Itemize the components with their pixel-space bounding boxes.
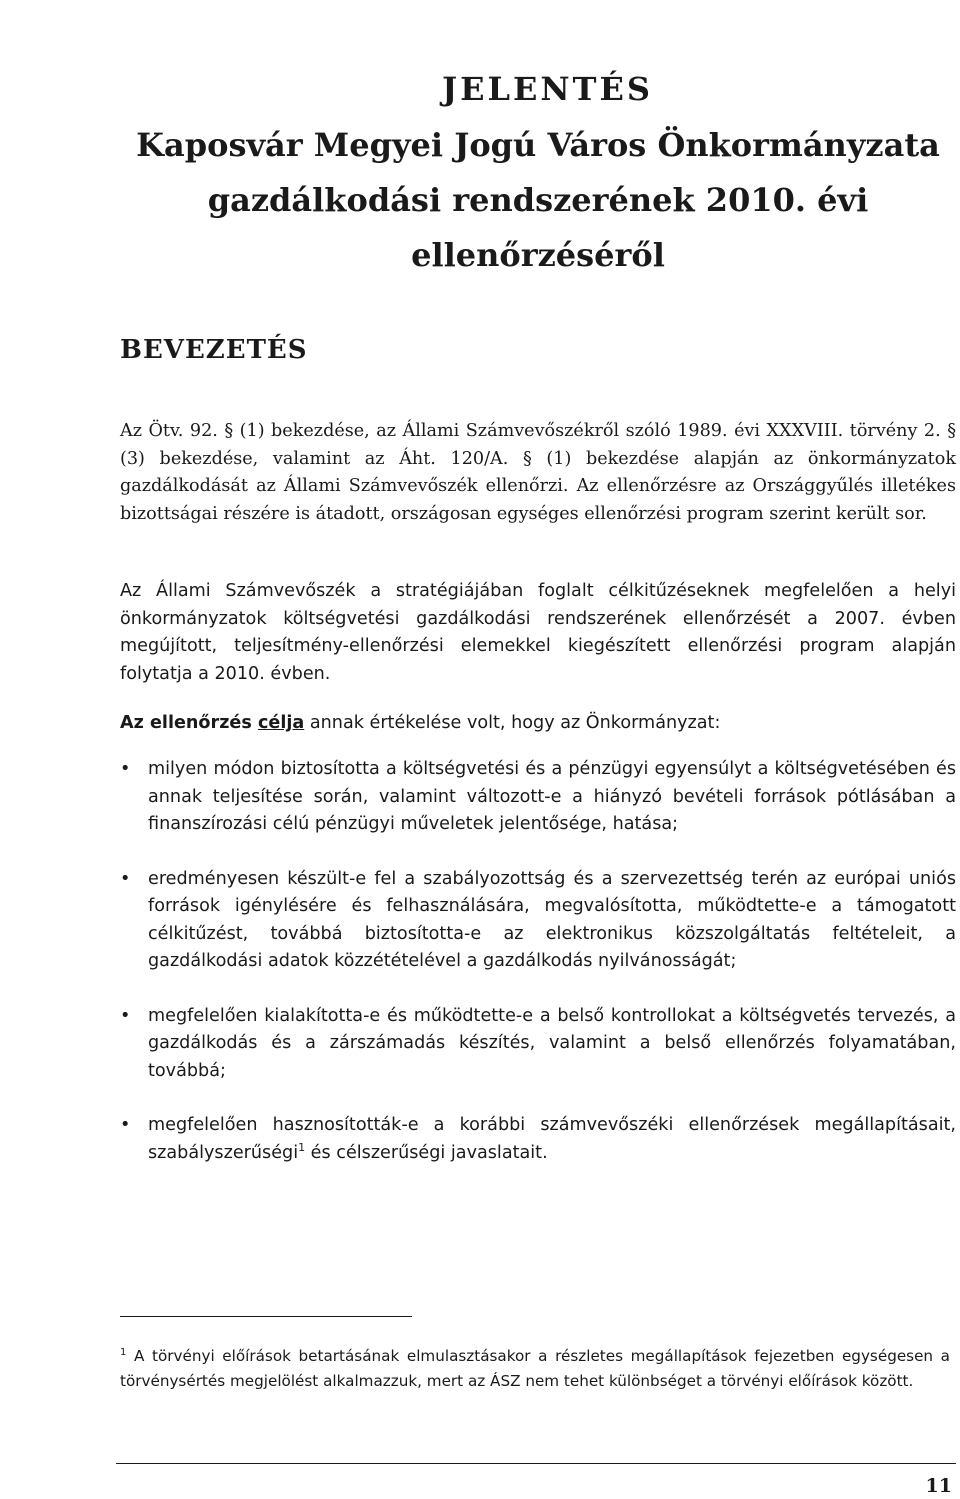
page-number: 11: [925, 1475, 952, 1497]
list-item-text: milyen módon biztosította a költségvetési és a pénzügyi egyensúlyt a költségvetésében és annak teljesítése során, valamint változott-e a hiányzó bevételi források pótlásában a finanszírozási célú pénzügyi műveletek jelentősége, hatása;: [148, 759, 956, 834]
section-heading: BEVEZETÉS: [120, 335, 308, 365]
title-line: ellenőrzéséről: [411, 236, 665, 274]
bullet-icon: •: [120, 868, 131, 889]
list-item-text: [148, 1115, 956, 1163]
purpose-list: [120, 756, 956, 1194]
title-line: gazdálkodási rendszerének 2010. évi: [207, 181, 869, 219]
bullet-icon: •: [120, 759, 131, 779]
list-item-text: eredményesen készült-e fel a szabályozottság és a szervezettség terén az európai uniós források igénylésére és felhasználására, megvalósította, működtette-e a támogatott célkitűzést, továbbá biztosította-e az elektronikus közszolgáltatás feltételeit, a gazdálkodási adatok közzétételével a gazdálkodás nyilvánosságát;: [148, 868, 956, 971]
intro-paragraph-2: Az Állami Számvevőszék a stratégiájában foglalt célkitűzéseknek megfelelően a helyi önkormányzatok költségvetési gazdálkodási rendszerének ellenőrzését a 2007. évben megújított, teljesítmény-ellenőrzési elemekkel kiegészített ellenőrzési program alapján folytatja a 2010. évben.: [120, 581, 956, 684]
list-item: [120, 1112, 956, 1167]
bullet-icon: •: [120, 1005, 131, 1026]
list-item: [120, 756, 956, 839]
page-bottom-divider: [116, 1463, 956, 1464]
report-label: JELENTÉS: [442, 70, 653, 108]
list-item-text-after: és célszerűségi javaslatait.: [305, 1142, 548, 1163]
list-item-text: megfelelően kialakította-e és működtette-e a belső kontrollokat a költségvetés tervezés, a gazdálkodás és a zárszámadás készítés, valamint a belső ellenőrzés folyamatában, továbbá;: [148, 1005, 956, 1081]
footnote-text: A törvényi előírások betartásának elmulasztásakor a részletes megállapítások fejezetben egységesen a törvénysértés megjelölést alkalmazzuk, mert az ÁSZ nem tehet különbséget a törvényi előírások között.: [120, 1347, 950, 1390]
purpose-bold: Az ellenőrzés: [120, 713, 258, 733]
footnote-divider: [120, 1316, 412, 1317]
list-item-text-before: megfelelően hasznosították-e a korábbi számvevőszéki ellenőrzések megállapításait, szabályszerűségi: [148, 1115, 956, 1163]
list-item: [120, 866, 956, 976]
purpose-paragraph: [120, 710, 956, 738]
purpose-underlined: célja: [257, 713, 305, 733]
bullet-icon: •: [120, 1115, 131, 1135]
report-title: [118, 118, 958, 283]
footnote: [120, 1344, 950, 1393]
footnote-number: 1: [120, 1346, 127, 1358]
title-line: Kaposvár Megyei Jogú Város Önkormányzata: [136, 126, 940, 164]
list-item: [120, 1003, 956, 1086]
footnote-reference[interactable]: 1: [298, 1140, 306, 1154]
purpose-rest: annak értékelése volt, hogy az Önkormányzat:: [304, 713, 721, 733]
intro-paragraph-1: Az Ötv. 92. § (1) bekezdése, az Állami Számvevőszékről szóló 1989. évi XXXVIII. törvény 2. § (3) bekezdése, valamint az Áht. 120/A. § (1) bekezdése alapján az önkormányzatok gazdálkodását az Állami Számvevőszék ellenőrzi. Az ellenőrzésre az Országgyűlés illetékes bizottságai részére is átadott, országosan egységes ellenőrzési program szerint került sor.: [120, 421, 956, 524]
